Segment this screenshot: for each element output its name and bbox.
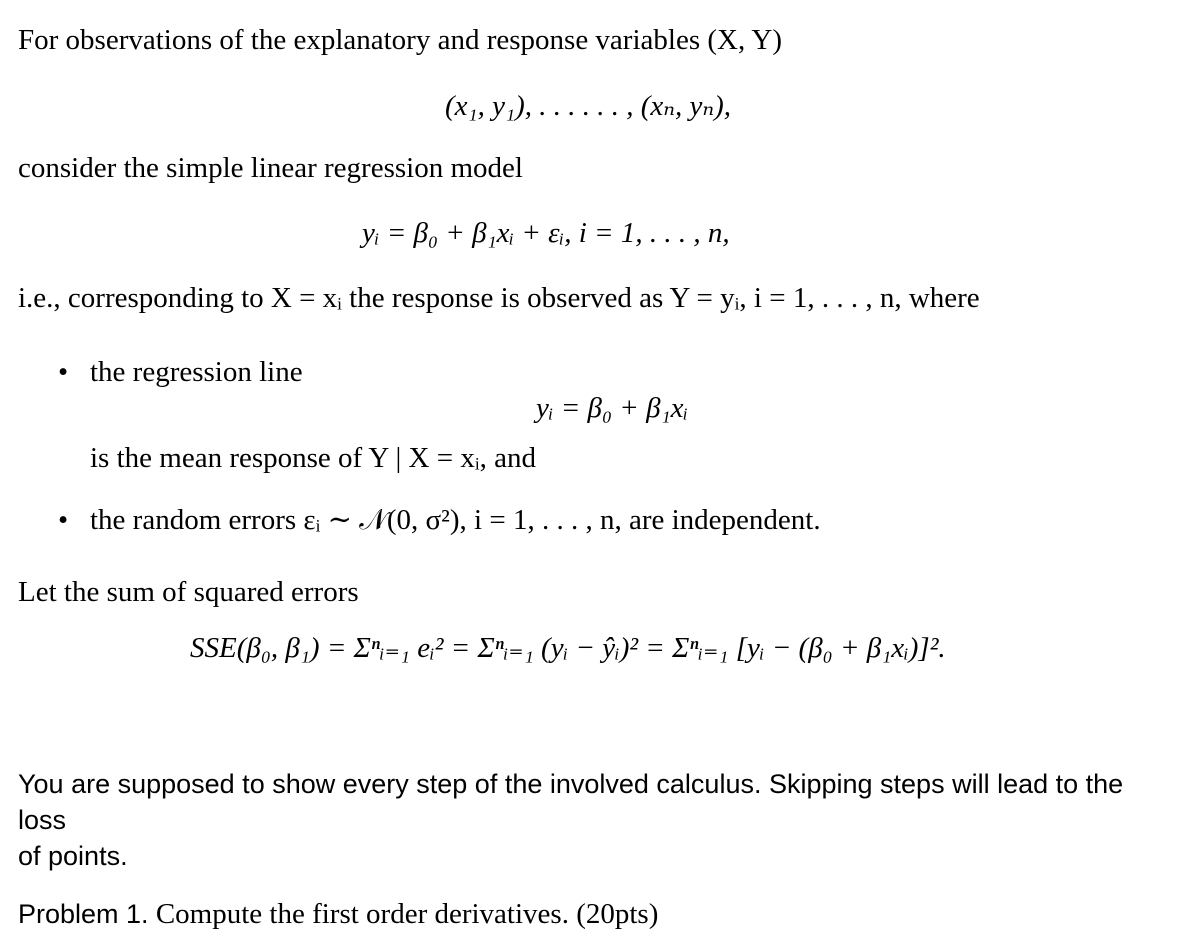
bullet-text: the regression line xyxy=(90,356,303,388)
observation-sequence: (x₁, y₁), . . . . . . , (xₙ, yₙ), xyxy=(445,90,732,122)
regression-line-equation: yᵢ = β₀ + β₁xᵢ xyxy=(536,392,689,424)
ie-text: i.e., corresponding to X = xᵢ the response is observed as Y = yᵢ, i = 1, . . . , n, where xyxy=(18,282,980,314)
model-equation: yᵢ = β₀ + β₁xᵢ + εᵢ, i = 1, . . . , n, xyxy=(362,217,730,249)
note-line: of points. xyxy=(18,841,128,871)
mean-response-text: is the mean response of Y | X = xᵢ, and xyxy=(90,442,536,474)
instructions-note xyxy=(18,766,1178,874)
intro-text: For observations of the explanatory and response variables (X, Y) xyxy=(18,24,782,56)
problem-label: Problem 1. xyxy=(18,899,149,929)
bullet-icon: • xyxy=(58,504,69,536)
bullet-item-random-errors xyxy=(58,502,821,537)
problem-text: Compute the first order derivatives. (20pts) xyxy=(155,898,659,930)
consider-text: consider the simple linear regression model xyxy=(18,152,523,184)
sse-equation: SSE(β₀, β₁) = Σⁿᵢ₌₁ eᵢ² = Σⁿᵢ₌₁ (yᵢ − ŷᵢ)² = Σⁿᵢ₌₁ [yᵢ − (β₀ + β₁xᵢ)]². xyxy=(190,632,946,664)
note-line: You are supposed to show every step of the involved calculus. Skipping steps will lead to the loss xyxy=(18,769,1124,835)
bullet-text: the random errors εᵢ ∼ 𝒩(0, σ²), i = 1, . . . , n, are independent. xyxy=(90,504,821,536)
bullet-icon: • xyxy=(58,356,69,388)
problem-statement xyxy=(18,898,658,931)
let-sse-text: Let the sum of squared errors xyxy=(18,576,359,608)
bullet-item-regression-line xyxy=(58,356,303,389)
